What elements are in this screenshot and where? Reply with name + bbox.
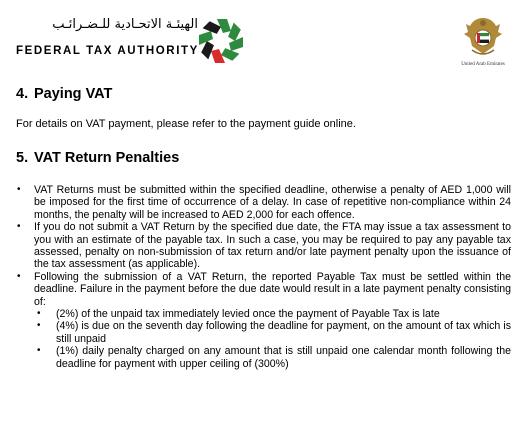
section-4-number: 4.: [16, 86, 29, 102]
section-4-title: Paying VAT: [34, 86, 113, 102]
bullet-icon: •: [17, 270, 21, 282]
sub-list-item: [16, 308, 511, 320]
list-item-text: VAT Returns must be submitted within the specified deadline, otherwise a penalty of AED 1,000 will be imposed for the first time of occurrence of a delay. In case of repetitive non-compliance within 24 months, the penalty will be increased to AED 2,000 for each offence.: [34, 184, 511, 221]
section-4-heading: [16, 86, 112, 102]
list-item-text: If you do not submit a VAT Return by the specified due date, the FTA may issue a tax assessment to you with an estimate of the payable tax. In such a case, you may be required to pay any payable tax assessed, penalty on non-submission of tax return and/or late payment penalty upon the issuance of the tax assessment (as applicable).: [34, 221, 511, 271]
late-payment-sublist: [16, 308, 511, 370]
section-5-number: 5.: [16, 150, 29, 166]
penalties-list: [16, 184, 511, 370]
bullet-icon: •: [37, 308, 41, 320]
sub-list-item-text: (2%) of the unpaid tax immediately levied once the payment of Payable Tax is late: [56, 308, 440, 321]
bullet-icon: •: [37, 345, 41, 357]
sub-list-item-text: (4%) is due on the seventh day following the deadline for payment, on the amount of tax which is still unpaid: [56, 320, 511, 345]
org-name-english: FEDERAL TAX AUTHORITY: [16, 45, 199, 57]
bullet-icon: •: [37, 320, 41, 332]
sub-list-item: [16, 345, 511, 370]
list-item-text: Following the submission of a VAT Return, the reported Payable Tax must be settled within the deadline. Failure in the payment before the due date would result in a late payment penalty consisting of:: [34, 270, 511, 308]
section-5-title: VAT Return Penalties: [34, 150, 180, 166]
emblem-caption: United Arab Emirates: [461, 62, 505, 67]
document-header: [0, 0, 532, 80]
sub-list-item-text: (1%) daily penalty charged on any amount that is still unpaid one calendar month following the deadline for payment with upper ceiling of (300%): [56, 345, 511, 370]
bullet-icon: •: [17, 221, 21, 233]
fta-logo-icon: [196, 16, 246, 66]
bullet-icon: •: [17, 184, 21, 195]
list-item: [16, 184, 511, 221]
uae-emblem-icon: [462, 14, 504, 60]
section-5-heading: [16, 150, 179, 166]
sub-list-container: [16, 308, 511, 370]
section-4-body: For details on VAT payment, please refer to the payment guide online.: [16, 118, 356, 130]
sub-list-item: [16, 320, 511, 345]
list-item: [16, 271, 511, 308]
list-item: [16, 221, 511, 271]
org-name-arabic: الهيئـة الاتحـادية للـضـرائـب: [52, 17, 198, 32]
